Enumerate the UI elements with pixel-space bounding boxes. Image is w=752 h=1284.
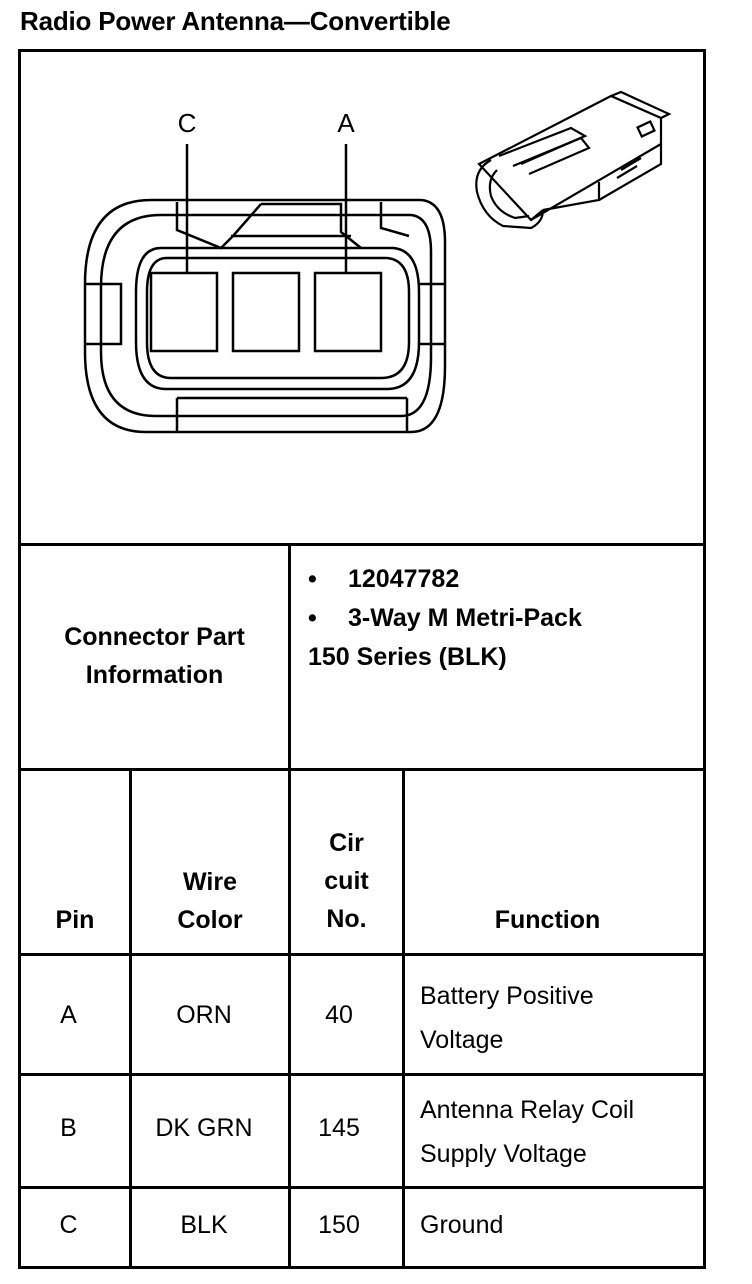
row-c-pin: C: [59, 1211, 78, 1239]
connector-series: 150 Series (BLK): [308, 643, 507, 671]
connector-type-bullet: [308, 604, 582, 633]
divider-header-bottom: [21, 953, 703, 956]
connector-type: 3-Way M Metri-Pack: [348, 604, 582, 632]
header-wire-color: [132, 863, 288, 939]
row-b-function-line2: Supply Voltage: [420, 1140, 587, 1168]
row-b-wire-color: DK GRN: [155, 1114, 253, 1142]
row-a-wire-color: ORN: [176, 1001, 232, 1029]
bullet-icon: •: [308, 565, 317, 593]
bullet-icon: •: [308, 604, 317, 632]
row-c-function: Ground: [420, 1211, 504, 1239]
connector-isometric-icon: [476, 92, 669, 228]
pin-label-a: A: [337, 108, 355, 138]
row-b-circuit: 145: [318, 1114, 360, 1142]
divider-col-circuit: [402, 771, 405, 1266]
divider-col-info: [288, 546, 291, 768]
divider-info-bottom: [21, 768, 703, 771]
header-circuit-line3: No.: [326, 905, 367, 933]
connector-info-label-line2: Information: [85, 661, 224, 689]
row-a-circuit: 40: [325, 1001, 353, 1029]
row-c-wire-color: BLK: [180, 1211, 228, 1239]
row-b-pin: B: [60, 1114, 77, 1142]
part-number-bullet: [308, 565, 459, 594]
row-b-function: [420, 1088, 700, 1176]
divider-row-b-bottom: [21, 1186, 703, 1189]
divider-row-a-bottom: [21, 1073, 703, 1076]
divider-diagram-bottom: [21, 543, 703, 546]
header-wire-color-line1: Wire: [183, 868, 237, 896]
header-circuit-line1: Cir: [329, 829, 364, 857]
connector-info-label-line1: Connector Part: [64, 623, 245, 651]
header-function: Function: [494, 906, 601, 934]
pin-label-c: C: [177, 108, 197, 138]
row-a-function-line2: Voltage: [420, 1026, 504, 1054]
connector-diagram: [21, 52, 703, 542]
header-pin: Pin: [55, 906, 95, 934]
row-b-function-line1: Antenna Relay Coil: [420, 1096, 635, 1124]
connector-face-drawing: [85, 144, 445, 432]
connector-info-label: [21, 618, 288, 694]
header-circuit-no: [291, 824, 402, 938]
part-number: 12047782: [348, 565, 460, 593]
row-c-circuit: 150: [318, 1211, 360, 1239]
row-a-pin: A: [60, 1001, 77, 1029]
row-a-function: [420, 974, 700, 1062]
header-wire-color-line2: Color: [177, 906, 243, 934]
page-title: Radio Power Antenna—Convertible: [20, 6, 451, 36]
header-circuit-line2: cuit: [324, 867, 369, 895]
row-a-function-line1: Battery Positive: [420, 982, 594, 1010]
